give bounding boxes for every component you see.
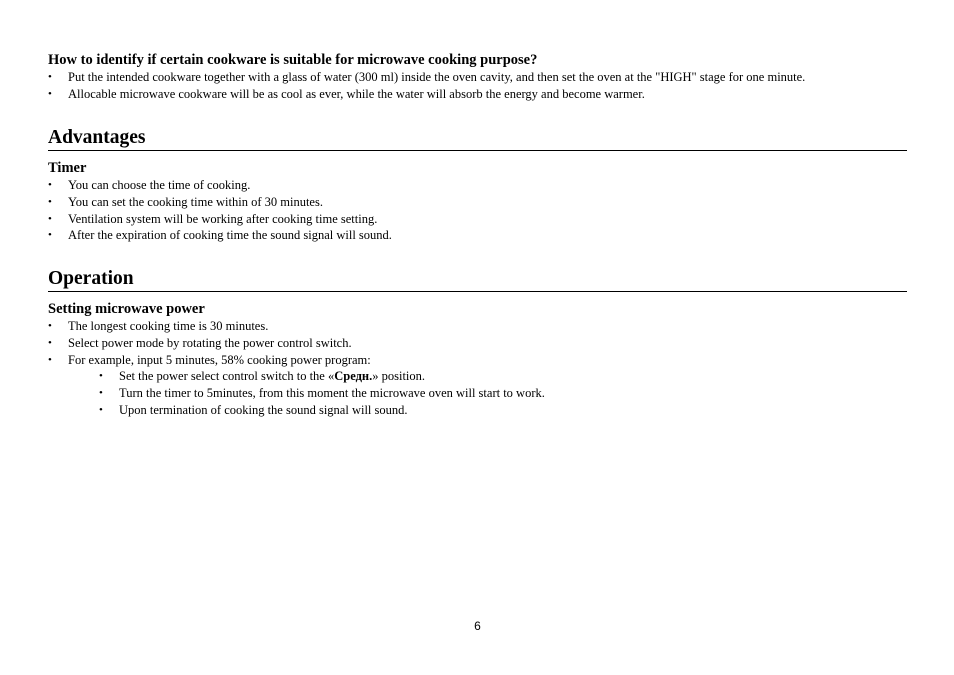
bullet-icon: •	[48, 195, 52, 208]
list-item: • For example, input 5 minutes, 58% cooking power program:	[48, 352, 371, 367]
list-item: • You can set the cooking time within of 30 minutes.	[48, 194, 323, 209]
list-item: • Ventilation system will be working after cooking time setting.	[48, 211, 378, 226]
timer-list	[48, 177, 907, 244]
cookware-check-list	[48, 69, 907, 103]
power-list	[48, 318, 907, 368]
list-item: • You can choose the time of cooking.	[48, 178, 251, 192]
bullet-icon: •	[48, 336, 52, 349]
list-item: • Turn the timer to 5minutes, from this moment the microwave oven will start to work.	[99, 385, 545, 400]
power-example-steps	[99, 368, 545, 418]
bullet-icon: •	[48, 71, 52, 83]
list-item: • Select power mode by rotating the power control switch.	[48, 335, 352, 350]
list-item: • The longest cooking time is 30 minutes.	[48, 319, 269, 333]
list-item: • Put the intended cookware together with a glass of water (300 ml) inside the oven cavity, and then set the oven at the "HIGH" stage for one minute.	[48, 70, 806, 84]
bullet-icon: •	[99, 386, 103, 399]
bullet-icon: •	[99, 403, 103, 416]
bullet-icon: •	[48, 229, 52, 242]
bullet-icon: •	[99, 370, 103, 382]
page-number: 6	[474, 619, 481, 633]
bullet-icon: •	[48, 320, 52, 332]
timer-heading: Timer	[48, 160, 87, 176]
bullet-icon: •	[48, 87, 52, 100]
list-item: • Allocable microwave cookware will be as cool as ever, while the water will absorb the energy and become warmer.	[48, 86, 645, 101]
list-item: • Set the power select control switch to the «Средн.» position.	[99, 369, 426, 383]
list-item: • After the expiration of cooking time the sound signal will sound.	[48, 228, 392, 243]
bullet-icon: •	[48, 353, 52, 366]
power-mode-name: Средн.	[334, 369, 373, 383]
cookware-check-heading: How to identify if certain cookware is suitable for microwave cooking purpose?	[48, 52, 538, 68]
bullet-icon: •	[48, 212, 52, 225]
operation-section-title: Operation	[48, 267, 907, 292]
advantages-section-title: Advantages	[48, 126, 907, 151]
setting-power-heading: Setting microwave power	[48, 301, 205, 317]
list-item: • Upon termination of cooking the sound signal will sound.	[99, 402, 408, 417]
bullet-icon: •	[48, 179, 52, 191]
document-page	[48, 0, 907, 675]
